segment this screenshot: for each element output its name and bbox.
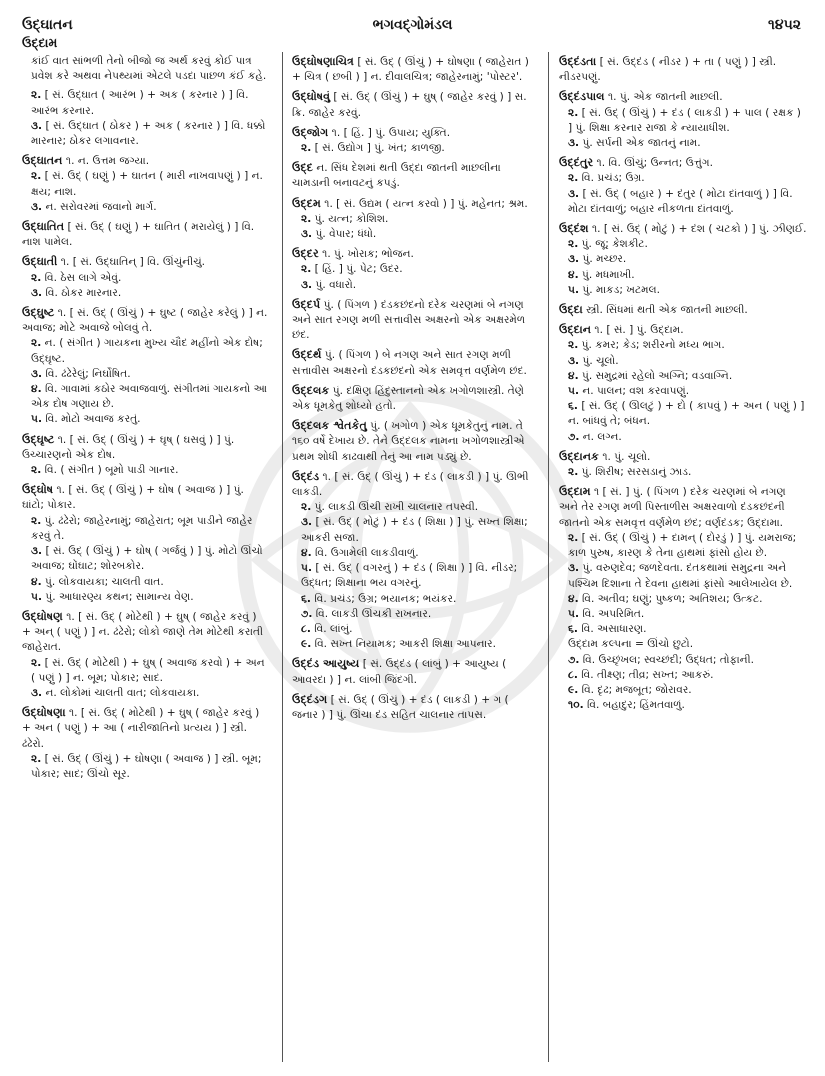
page-number: ૧૪૫૨ bbox=[768, 17, 801, 33]
sense-number: ૪. bbox=[301, 546, 312, 559]
sense-text: પું. ઢંઢેરો; જાહેરનામું; જાહેરાત; બૂમ પાડીને જાહેર કરવું તે. bbox=[31, 514, 253, 542]
sense-line bbox=[559, 607, 807, 622]
entry-head-line bbox=[559, 54, 807, 85]
sense-text: પું. વેપાર; ધંધો. bbox=[315, 228, 377, 241]
sense-line bbox=[559, 668, 807, 683]
dictionary-entry bbox=[559, 322, 807, 445]
entry-head-line bbox=[292, 89, 536, 120]
definition-text: ૧. પું. એક જાતની માછલી. bbox=[607, 91, 723, 104]
sense-number: ૩. bbox=[568, 562, 580, 575]
entry-head-line bbox=[292, 656, 536, 687]
sense-line bbox=[292, 515, 536, 545]
entry-head-line bbox=[559, 221, 807, 237]
running-head-sub: ઉદ્દામ bbox=[22, 35, 58, 50]
sense-number: ૬. bbox=[568, 623, 578, 636]
sense-text: [ સં. ઉદ્ ( ઊંચું ) + દામન્ ( દોરડું ) ] પું. યમરાજ; કાળ પુરુષ, કારણ કે તેના હાથમાં ફાંસો હોય છે. bbox=[568, 531, 797, 560]
definition-text: [ સં. ઉદ્ ( ઘણું ) + ઘાતિત ( મરાયેલું ) ] વિ. નાશ પામેલ. bbox=[22, 221, 255, 249]
sense-text: પું. આધારણ્ય કથન; સામાન્ય વેણ. bbox=[45, 590, 194, 603]
sense-line bbox=[559, 465, 807, 480]
definition-text: પું. ( ખગોળ ) એક ધૂમકેતુનું નામ. તે ૧૬૦ વર્ષે દેખાય છે. તેને ઉદ્દલક નામના ખગોળશાસ્ત્રીએ પ્રથમ શોધી કાઢવાથી તેનું આ નામ પડ્યું છે. bbox=[292, 420, 525, 463]
dictionary-entry bbox=[22, 254, 268, 301]
sense-line bbox=[559, 683, 807, 698]
sense-number: ૫. bbox=[301, 562, 312, 575]
sense-line bbox=[559, 592, 807, 607]
sense-number: ૨. bbox=[31, 752, 42, 765]
headword: ઉદ્દંડ bbox=[292, 469, 320, 483]
sense-number: ૨. bbox=[568, 531, 579, 544]
headword: ઉદ્દંડપાલ bbox=[559, 90, 605, 104]
sense-number: ૩. bbox=[31, 686, 43, 699]
entry-head-line bbox=[559, 302, 807, 318]
sense-text: પું. લાકડી ઊંચી રાખી ચાલનાર તપસ્વી. bbox=[314, 501, 479, 514]
sense-line bbox=[559, 252, 807, 267]
sense-text: વિ. મોટો અવાજ કરતું. bbox=[45, 413, 141, 426]
sense-line bbox=[22, 382, 268, 412]
sense-text: વિ. લાંબું. bbox=[314, 622, 353, 635]
sense-text: [ સં. ઉદ્ ( ઊંચું ) + ઘોષ્ ( ગર્જવું ) ] પું. મોટો ઊંચો અવાજ; ઘોંઘાટ; શોરબકોર. bbox=[31, 545, 263, 573]
sense-number: ૯. bbox=[568, 683, 579, 696]
sense-number: ૨. bbox=[568, 339, 579, 352]
sense-number: ૩. bbox=[31, 119, 43, 132]
sense-text: પું. ચૂલો. bbox=[582, 354, 619, 367]
sense-line bbox=[22, 656, 268, 686]
sense-text: વિ. લાકડી ઊંચકી રાખનાર. bbox=[315, 607, 432, 620]
headword: ઉદ્ઘોષવું bbox=[292, 90, 331, 104]
entry-head-line bbox=[559, 449, 807, 465]
sense-line bbox=[22, 271, 268, 286]
sense-number: ૫. bbox=[568, 607, 579, 620]
definition-text: ન. સિંધ દેશમાં થતી ઉદ્દા જાતની માછલીના ચામડાની બનાવટનું કપડું. bbox=[292, 162, 501, 190]
sense-text: ન. પાલન; વશ કરવાપણું. bbox=[582, 385, 690, 398]
sense-text: [ હિં. ] પું. પેટ; ઉદર. bbox=[314, 263, 403, 276]
headword: ઉદ્દર bbox=[292, 247, 319, 261]
sense-text: પું. વરુણદેવ; જળદેવતા. દંતકથામાં સમુદ્રના અને પશ્ચિમ દિશાના તે દેવના હાથમાં ફાંસો આલેખાયેલ છે. bbox=[568, 562, 793, 590]
column-1 bbox=[22, 54, 268, 1064]
sense-number: ૨. bbox=[31, 89, 42, 102]
entry-head-line bbox=[292, 196, 536, 212]
entry-head-line bbox=[559, 155, 807, 171]
headword: ઉદ્દંડતા bbox=[559, 55, 597, 68]
definition-text: [ સં. ઉદ્ ( ઊંચું ) + દંડ ( લાકડી ) + ગ ( જનાર ) ] પું. ઊંચા દંડ સહિત ચાલનાર તાપસ. bbox=[292, 693, 509, 721]
sense-line bbox=[559, 531, 807, 561]
sense-number: ૨. bbox=[301, 142, 312, 155]
entry-head-line bbox=[292, 347, 536, 378]
sense-text: પું. લોકવાયકા; ચાલતી વાત. bbox=[44, 575, 164, 588]
entry-head-line bbox=[22, 432, 268, 463]
dictionary-entry bbox=[292, 54, 536, 85]
dictionary-entry bbox=[292, 383, 536, 414]
sense-number: ૩. bbox=[301, 228, 313, 241]
sense-line bbox=[559, 637, 807, 652]
sense-number: ૨. bbox=[568, 466, 579, 479]
column-divider bbox=[548, 52, 549, 1062]
sense-number: ૨. bbox=[31, 170, 42, 183]
sense-number: ૨. bbox=[31, 337, 42, 350]
headword: ઉદ્દંડગ bbox=[292, 692, 328, 706]
sense-number: ૨. bbox=[301, 263, 312, 276]
dictionary-entry bbox=[292, 125, 536, 156]
sense-line bbox=[559, 622, 807, 637]
definition-text: સ્ત્રી. સિંધમાં થતી એક જાતની માછલી. bbox=[586, 304, 748, 317]
sense-text: વિ. ઉચ્છૃંખલ; સ્વચ્છંદી; ઉદ્ધત; તોફાની. bbox=[582, 653, 754, 666]
sense-line bbox=[559, 187, 807, 217]
dictionary-entry bbox=[292, 418, 536, 465]
entry-head-line bbox=[22, 153, 268, 169]
entry-head-line bbox=[22, 609, 268, 656]
definition-text: ૧. [ સં. ઉદ્ઘાતિન્ ] વિ. ઊંચુંનીચું. bbox=[60, 256, 206, 269]
sense-number: ૩. bbox=[568, 187, 580, 200]
headword: ઉદ્દંડ આયુષ્ય bbox=[292, 657, 360, 671]
headword: ઉદ્ઘૃષ્ટ bbox=[22, 432, 55, 446]
sense-number: ૨. bbox=[31, 271, 42, 284]
entry-head-line bbox=[22, 482, 268, 513]
sense-line bbox=[22, 367, 268, 382]
definition-text: ૧. [ સં. ] પું. ઉદ્દામ. bbox=[594, 324, 684, 337]
sense-number: ૨. bbox=[301, 501, 312, 514]
sense-number: ૪. bbox=[568, 268, 579, 281]
sense-text: ન. લોકોમાં ચાલતી વાત; લોકવાયકા. bbox=[45, 686, 200, 699]
entry-head-line bbox=[292, 469, 536, 500]
dictionary-entry bbox=[22, 609, 268, 701]
definition-text: ૧. [ સં. ઉદ્ ( ઊંચું ) + ઘુષ્ટ ( જાહેર કરેલું ) ] ન. અવાજ; મોટે અવાજે બોલવું તે. bbox=[22, 307, 268, 335]
sense-text: વિ. દૃઢ; મજબૂત; જોરાવર. bbox=[581, 683, 692, 696]
entry-head-line bbox=[559, 484, 807, 531]
dictionary-entry bbox=[22, 88, 268, 149]
sense-text: ન. સરોવરમાં જવાનો માર્ગ. bbox=[45, 200, 157, 213]
dictionary-entry bbox=[292, 347, 536, 378]
entry-head-line bbox=[559, 322, 807, 338]
sense-line bbox=[559, 653, 807, 668]
sense-number: ૫. bbox=[568, 385, 579, 398]
headword: ઉદ્દલક શ્વેતકેતુ bbox=[292, 419, 367, 433]
sense-line bbox=[292, 607, 536, 622]
book-title: ભગવદ્ગોમંડલ bbox=[372, 17, 453, 33]
column-divider bbox=[282, 52, 283, 1062]
sense-number: ૩. bbox=[568, 253, 580, 266]
headword: ઉદ્દંશ bbox=[559, 222, 589, 236]
sense-text: પું. સર્પની એક જાતનું નામ. bbox=[582, 137, 701, 150]
sense-text: ન. ( સંગીત ) ગાયકના મુખ્ય ચૌદ મહીંનો એક દોષ; ઉદ્ઘૃષ્ટ. bbox=[31, 337, 263, 365]
sense-number: ૨. bbox=[31, 514, 42, 527]
dictionary-entry bbox=[292, 656, 536, 687]
dictionary-entry bbox=[292, 160, 536, 191]
headword: ઉદ્જોગ bbox=[292, 125, 329, 139]
definition-text: પું. ( પિંગળ ) દંડકછંદનો દરેક ચરણમાં બે નગણ અને સાત રગણ મળી સત્તાવીસ અક્ષરનો એક અક્ષરમેળ છંદ. bbox=[292, 298, 526, 342]
sense-line bbox=[292, 546, 536, 561]
sense-line bbox=[559, 171, 807, 186]
sense-text: [ સં. ઉદ્ ( ઊંચું ) + ઘોષણા ( અવાજ ) ] સ્ત્રી. બૂમ; પોકાર; સાદ; ઊંચો સૂર. bbox=[31, 752, 262, 780]
sense-line bbox=[22, 463, 268, 478]
sense-text: ન. લગ્ન. bbox=[582, 430, 622, 443]
entry-head-line bbox=[292, 418, 536, 465]
definition-text: ૧ [ સં. ] પું. ( પિંગળ ) દરેક ચરણમાં બે નગણ અને તેર રગણ મળી પિસ્તાળીસ અક્ષરવાળો દંડકછંદની જાતનો એક સમવૃત્ત વર્ણમેળ છંદ; વર્ણદંડક; ઉદ્દામા. bbox=[559, 486, 786, 529]
dictionary-entry bbox=[22, 54, 268, 84]
definition-text: ૧. ન. ઉત્તમ જગ્યા. bbox=[65, 155, 150, 168]
sense-line bbox=[559, 399, 807, 429]
sense-line bbox=[22, 88, 268, 118]
sense-line bbox=[559, 369, 807, 384]
headword: ઉદ્ઘોષણ bbox=[22, 609, 63, 623]
sense-number: ૨. bbox=[568, 172, 579, 185]
sense-line bbox=[22, 544, 268, 574]
sense-text: પું. માકડ; ખટમલ. bbox=[582, 283, 661, 296]
headword: ઉદ્દમ bbox=[292, 196, 321, 210]
sense-text: વિ. પ્રચંડ; ઉગ્ર; ભયાનક; ભયંકર. bbox=[314, 592, 457, 605]
dictionary-entry bbox=[559, 302, 807, 318]
definition-text: પું. ( પિંગળ ) બે નગણ અને સાત રગણ મળી સત્તાવીસ અક્ષરનો દંડકછંદનો એક સમવૃત્ત વર્ણમેળ છંદ. bbox=[292, 349, 527, 377]
dictionary-entry bbox=[559, 221, 807, 298]
sense-line bbox=[22, 412, 268, 427]
definition-text: ૧. વિ. ઊંચું; ઉન્નત; ઉત્તુંગ. bbox=[596, 157, 713, 170]
sense-text: વિ. ઠોકર મારનાર. bbox=[45, 286, 122, 299]
dictionary-entry bbox=[559, 484, 807, 713]
definition-text: [ સં. ઉદ્દંડ ( નીડર ) + તા ( પણું ) ] સ્ત્રી. નીડરપણું. bbox=[559, 56, 777, 84]
sense-text: પું. જૂ; કેશકીટ. bbox=[581, 238, 648, 251]
dictionary-entry bbox=[22, 432, 268, 479]
entry-head-line bbox=[22, 254, 268, 270]
headword: ઉદ્ઘાતિત bbox=[22, 220, 65, 234]
entry-head-line bbox=[292, 125, 536, 141]
definition-text: ૧. પું. ચૂલો. bbox=[602, 450, 651, 463]
sense-line bbox=[559, 237, 807, 252]
sense-number: ૫. bbox=[568, 283, 579, 296]
sense-text: વિ. તીક્ષ્ણ; તીવ્ર; સખ્ત; આકરું. bbox=[581, 668, 714, 681]
sense-number: ૨. bbox=[31, 656, 42, 669]
definition-text: ૧. પું. ખોરાક; ભોજન. bbox=[322, 248, 414, 261]
sense-text: વિ. પ્રચંડ; ઉગ્ર. bbox=[581, 172, 645, 185]
sense-text: પું. મચ્છર. bbox=[582, 253, 627, 266]
sense-number: ૩. bbox=[31, 200, 43, 213]
definition-text: [ સં. ઉદ્ ( ઊંચું ) + ઘુષ્ ( જાહેર કરવું ) ] સ. ક્રિ. જાહેર કરવું. bbox=[292, 91, 527, 119]
definition-text: [ સં. ઉદ્દંડ ( લાંબું ) + આયુષ્ય ( આવરદા ) ] ન. લાંબી જિંદગી. bbox=[292, 658, 507, 686]
sense-line bbox=[559, 283, 807, 298]
sense-line bbox=[22, 686, 268, 701]
sense-number: ૨. bbox=[568, 106, 579, 119]
headword: ઉદ્દ bbox=[292, 161, 313, 175]
definition-text: [ સં. ઉદ્ ( ઊંચું ) + ઘોષણા ( જાહેરાત ) + ચિત્ર ( છબી ) ] ન. દીવાલચિત્ર; જાહેરનામું; 'પોસ્ટર'. bbox=[292, 56, 529, 84]
headword: ઉદ્ઘોષણા bbox=[22, 706, 66, 720]
dictionary-entry bbox=[559, 449, 807, 480]
sense-text: વિ. બહાદુર; હિંમતવાળું. bbox=[586, 699, 685, 712]
sense-number: ૮. bbox=[301, 622, 311, 635]
dictionary-entry bbox=[559, 54, 807, 85]
sense-line bbox=[559, 561, 807, 591]
sense-line bbox=[559, 354, 807, 369]
sense-number: ૭. bbox=[568, 653, 580, 666]
dictionary-entry bbox=[292, 469, 536, 652]
sense-number: ૪. bbox=[568, 592, 579, 605]
sense-text: વિ. ઢંઢેરેલું; નિર્ઘોષિત. bbox=[45, 367, 131, 380]
sense-text: વિ. અપરિમિત. bbox=[582, 607, 645, 620]
sense-text: [ સં. ઉદ્ ( ઊંચું ) + દંડ ( લાકડી ) + પાલ ( રક્ષક ) ] પું. શિક્ષા કરનાર રાજા કે ન્યાયાધીશ. bbox=[568, 106, 801, 134]
sense-number: ૭. bbox=[301, 607, 313, 620]
dictionary-entry bbox=[292, 89, 536, 120]
dictionary-entry bbox=[22, 705, 268, 782]
headword: ઉદ્દાન bbox=[559, 323, 592, 337]
dictionary-entry bbox=[22, 482, 268, 605]
sense-line bbox=[22, 286, 268, 301]
sense-number: ૫. bbox=[31, 590, 42, 603]
sense-line bbox=[559, 106, 807, 136]
sense-line bbox=[559, 384, 807, 399]
sense-text: [ સં. ઉદ્ ( ઘણું ) + ઘાતન ( મારી નાખવાપણું ) ] ન. ક્ષય; નાશ. bbox=[31, 170, 263, 198]
sense-line bbox=[292, 622, 536, 637]
column-3 bbox=[559, 54, 807, 1064]
headword: ઉદ્દંતુર bbox=[559, 156, 594, 170]
definition-text: ૧. [ સં. ઉદ્ ( ઊંચું ) + દંડ ( લાકડી ) ] પું. ઊભી લાકડી. bbox=[292, 470, 529, 499]
sense-text: વિ. અસાધારણ. bbox=[581, 623, 647, 636]
sense-text: [ સં. ઉદ્ ( વગરનું ) + દંડ ( શિક્ષા ) ] વિ. નીડર; ઉદ્ધત; શિક્ષાના ભય વગરનું. bbox=[301, 562, 518, 590]
sense-line bbox=[292, 500, 536, 515]
headword: ઉદ્ઘુષ્ટ bbox=[22, 306, 55, 320]
headword: ઉદ્ઘોષણાચિત્ર bbox=[292, 55, 354, 68]
entry-head-line bbox=[559, 89, 807, 105]
entry-continuation: કાંઈ વાત સાંભળી તેનો બીજો જ અર્થ કરવું કોઈ પાત્ર પ્રવેશ કરે અથવા નેપથ્યમાં એટલે પડદા પાછળ કંઈ કહે. bbox=[31, 55, 267, 83]
headword: ઉદ્દલક bbox=[292, 383, 330, 397]
sense-number: ૩. bbox=[31, 367, 43, 380]
sense-text: પું. શિરીષ; સરસડાનું ઝાડ. bbox=[581, 466, 692, 479]
sense-text: વિ. ઉગામેલી લાકડીવાળું. bbox=[314, 546, 419, 559]
sense-line bbox=[22, 336, 268, 366]
entry-head-line bbox=[22, 705, 268, 752]
sense-line bbox=[22, 200, 268, 215]
sense-text: પું. કમર; કેડ; શરીરનો મધ્ય ભાગ. bbox=[581, 339, 725, 352]
headword: ઉદ્ઘાતન bbox=[22, 154, 63, 168]
sense-number: ૬. bbox=[568, 400, 578, 413]
sense-text: [ સં. ઉદ્ ( મોટું ) + દંડ ( શિક્ષા ) ] પું. સખ્ત શિક્ષા; આકરી સજા. bbox=[301, 516, 528, 544]
sense-number: ૫. bbox=[31, 413, 42, 426]
sense-number: ૯. bbox=[301, 638, 312, 651]
sense-number: ૧૦. bbox=[568, 699, 584, 712]
sense-text: વિ. ઠેસ લાગે એવું. bbox=[44, 271, 122, 284]
sense-number: ૮. bbox=[568, 668, 578, 681]
sense-line bbox=[559, 136, 807, 151]
sense-number: ૭. bbox=[568, 430, 580, 443]
sense-line bbox=[292, 637, 536, 652]
dictionary-entry bbox=[22, 153, 268, 215]
dictionary-entry bbox=[22, 305, 268, 428]
sense-text: પું. યત્ન; કોશિશ. bbox=[314, 212, 389, 225]
sense-number: ૩. bbox=[31, 286, 43, 299]
definition-text: ૧. [ સં. ઉદ્ ( મોટેથી ) + ઘુષ્ ( જાહેર કરવું ) + અન્ ( પણું ) ] ન. ઢંઢેરો; લોકો જાણે તેમ મોટેથી કરાતી જાહેરાત. bbox=[22, 610, 264, 654]
sense-line bbox=[292, 592, 536, 607]
sense-number: ૪. bbox=[31, 575, 42, 588]
entry-head-line bbox=[292, 160, 536, 191]
sense-text: [ સં. ઉદ્યોગ ] પું. ખંત; કાળજી. bbox=[314, 142, 445, 155]
definition-text: ૧. [ સં. ઉદ્યમ ( યત્ન કરવો ) ] પું. મહેનત; શ્રમ. bbox=[324, 197, 528, 210]
headword: ઉદ્દર્થ bbox=[292, 348, 322, 362]
dictionary-entry bbox=[22, 219, 268, 250]
sense-text: પું. મધમાખી. bbox=[581, 268, 635, 281]
entry-head-line bbox=[22, 305, 268, 336]
sense-line bbox=[559, 338, 807, 353]
headword: ઉદ્દામ bbox=[559, 485, 591, 499]
dictionary-entry bbox=[292, 196, 536, 243]
sense-number: ૩. bbox=[31, 545, 43, 558]
sense-text: પું. વધારો. bbox=[315, 278, 357, 291]
definition-text: ૧. [ હિં. ] પું. ઉપાય; યુક્તિ. bbox=[331, 126, 451, 139]
sense-number: ૨. bbox=[568, 238, 579, 251]
headword: ઉદ્ઘાતી bbox=[22, 255, 58, 269]
sense-number: ૩. bbox=[301, 516, 313, 529]
entry-head-line bbox=[292, 692, 536, 723]
sense-number: ૩. bbox=[568, 354, 580, 367]
headword: ઉદ્દા bbox=[559, 303, 583, 317]
dictionary-entry bbox=[559, 155, 807, 217]
sense-number: ૩. bbox=[301, 278, 313, 291]
running-head-left: ઉદ્ઘાતન bbox=[22, 17, 73, 33]
dictionary-entry bbox=[292, 692, 536, 723]
dictionary-entry bbox=[559, 89, 807, 151]
entry-head-line bbox=[292, 383, 536, 414]
entry-head-line bbox=[292, 54, 536, 85]
definition-text: પું. દક્ષિણ હિંદુસ્તાનનો એક ખગોળશાસ્ત્રી. તેણે એક ધૂમકેતુ શોધ્યો હતો. bbox=[292, 384, 525, 413]
sense-number: ૨. bbox=[301, 212, 312, 225]
sense-line bbox=[292, 262, 536, 277]
sense-number: ૪. bbox=[568, 369, 579, 382]
sense-text: વિ. સખ્ત નિયામક; આકરી શિક્ષા આપનાર. bbox=[314, 638, 496, 651]
sense-line bbox=[292, 227, 536, 242]
sense-text: [ સં. ઉદ્ ( ઊલટું ) + દો ( કાપવું ) + અન ( પણું ) ] ન. બાંધવું તે; બંધન. bbox=[568, 400, 805, 428]
sense-number: ૪. bbox=[31, 383, 42, 396]
sense-line bbox=[292, 141, 536, 156]
column-2 bbox=[292, 54, 536, 1064]
sense-line bbox=[559, 268, 807, 283]
definition-text: ૧. [ સં. ઉદ્ ( ઊંચું ) + ઘૃષ્ ( ઘસવું ) ] પું. ઉચ્ચારણનો એક દોષ. bbox=[22, 433, 235, 461]
definition-text: ૧. [ સં. ઉદ્ ( મોટું ) + દંશ ( ચટકો ) ] પું. ઝીણઈ. bbox=[591, 223, 807, 236]
sense-text: [ સં. ઉદ્ ( મોટેથી ) + ઘુષ્ ( અવાજ કરવો ) + અન ( પણું ) ] ન. બૂમ; પોકાર; સાદ. bbox=[31, 656, 265, 684]
sense-line bbox=[292, 278, 536, 293]
headword: ઉદ્દાનક bbox=[559, 449, 599, 463]
entry-head-line bbox=[22, 219, 268, 250]
sense-line bbox=[22, 590, 268, 605]
sense-text: [ સં. ઉદ્ ( બહાર ) + દંતુર ( મોટા દાંતવાળું ) ] વિ. મોટા દાંતવાળું; બહાર નીકળતા દાંતવાળું. bbox=[568, 187, 793, 215]
sense-line bbox=[559, 430, 807, 445]
sense-text: [ સં. ઉદ્ઘાત ( ઠોકર ) + અક ( કરનાર ) ] વિ. ધક્કો મારનાર; ઠોકર લગાવનાર. bbox=[31, 119, 266, 148]
sense-text: વિ. ગાવામાં કઠોર અવાજવાળું. સંગીતમાં ગાયકનો આ એક દોષ ગણાય છે. bbox=[31, 383, 268, 411]
definition-text: ૧. [ સં. ઉદ્ ( મોટેથી ) + ઘુષ્ ( જાહેર કરવું ) + અન ( પણું ) + આ ( નારીજાતિનો પ્રત્યય ) ] સ્ત્રી. ઢંઢેરો. bbox=[22, 707, 260, 750]
sense-text: ઉદ્દામ કલ્પના = ઊંચો છુટો. bbox=[568, 638, 694, 651]
dictionary-entry bbox=[292, 297, 536, 344]
sense-line bbox=[22, 514, 268, 544]
definition-text: ૧. [ સં. ઉદ્ ( ઊંચું ) + ઘોષ ( અવાજ ) ] પું. ઘાંટો; પોકાર. bbox=[22, 484, 244, 512]
sense-text: પું. સમુદ્રમાં રહેલો અગ્નિ; વડવાગ્નિ. bbox=[581, 369, 733, 382]
headword: ઉદ્દર્પ bbox=[292, 297, 321, 311]
sense-text: વિ. અતીવ; ઘણું; પુષ્કળ; અતિશય; ઉત્કટ. bbox=[581, 592, 763, 605]
sense-line bbox=[22, 575, 268, 590]
sense-number: ૩. bbox=[568, 137, 580, 150]
headword: ઉદ્ઘોષ bbox=[22, 483, 54, 497]
sense-text: [ સં. ઉદ્ઘાત ( આરંભ ) + અક ( કરનાર ) ] વિ. આરંભ કરનાર. bbox=[31, 89, 249, 117]
entry-head-line bbox=[292, 297, 536, 344]
sense-line bbox=[559, 698, 807, 713]
sense-text: વિ. ( સંગીત ) બૂમો પાડી ગાનાર. bbox=[44, 464, 179, 477]
sense-line bbox=[292, 561, 536, 591]
dictionary-entry bbox=[292, 246, 536, 293]
sense-number: ૨. bbox=[31, 464, 42, 477]
sense-number: ૬. bbox=[301, 592, 311, 605]
entry-head-line bbox=[292, 246, 536, 262]
sense-line bbox=[22, 169, 268, 199]
sense-line bbox=[22, 119, 268, 149]
sense-line bbox=[22, 752, 268, 782]
sense-line bbox=[292, 212, 536, 227]
